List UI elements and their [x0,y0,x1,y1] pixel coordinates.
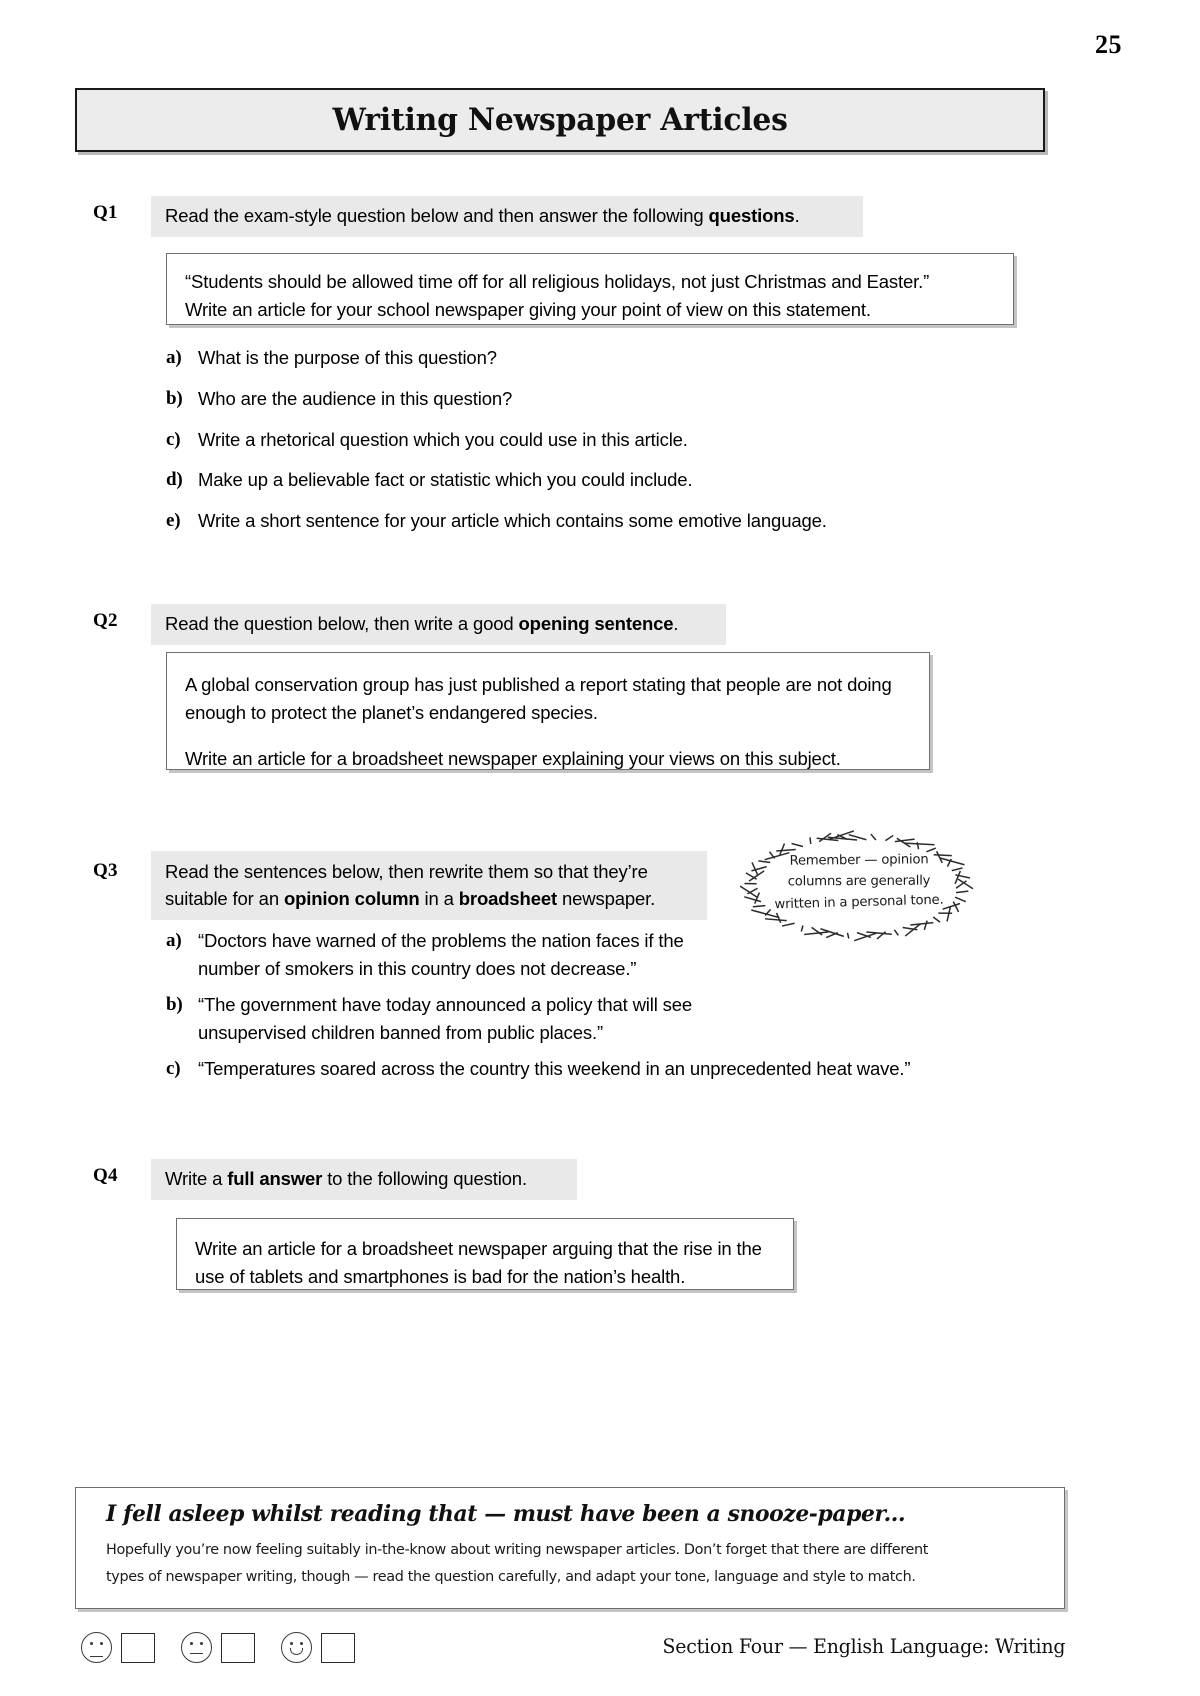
list-text: “Doctors have warned of the problems the nation faces if the number of smokers in this country does not decrease.” [198,930,684,979]
joke-body-line-2: types of newspaper writing, though — read the question carefully, and adapt your tone, language and style to match. [106,1568,916,1585]
list-marker: b) [166,994,183,1015]
section-label: Section Four — English Language: Writing [662,1635,1065,1658]
q2-source-para-1: A global conservation group has just published a report stating that people are not doing enough to protect the planet’s endangered species. [185,674,892,723]
list-marker: b) [166,388,183,409]
list-text: What is the purpose of this question? [198,347,497,368]
rating-checkbox-neutral[interactable] [221,1633,255,1663]
note-line-2: columns are generally [787,873,931,890]
summary-joke-box [75,1487,1065,1609]
question-number-q3: Q3 [93,860,118,881]
rating-happy [281,1632,355,1663]
joke-body-line-1: Hopefully you’re now feeling suitably in-the-know about writing newspaper articles. Don’t forget that there are different [106,1541,929,1558]
question-prompt-q4 [151,1159,577,1200]
rating-sad [81,1632,155,1663]
source-box-q4 [176,1218,794,1290]
question-prompt-q2 [151,604,726,645]
q2-prompt-bold: opening sentence [518,613,674,634]
joke-body [106,1536,1024,1590]
list-item [166,466,996,494]
question-number-q1: Q1 [93,202,118,223]
list-marker: d) [166,469,183,490]
list-item [166,344,996,372]
q3-prompt-pre: Read the sentences below, then rewrite them so that they’re suitable for an [165,861,648,909]
question-number-q2: Q2 [93,610,118,631]
confidence-rating-group [81,1632,355,1663]
list-marker: a) [166,930,182,951]
mouth [90,1651,103,1657]
eye-left [190,1642,193,1645]
joke-headline: I fell asleep whilst reading that — must have been a snooze-paper... [106,1501,906,1527]
list-text: “Temperatures soared across the country this weekend in an unprecedented heat wave.” [198,1058,911,1079]
list-marker: a) [166,347,182,368]
q4-prompt-bold: full answer [227,1168,323,1189]
page-footer [75,1632,1065,1678]
list-marker: c) [166,1058,181,1079]
list-item [166,1055,1016,1083]
q1-prompt-bold: questions [708,205,795,226]
question-number-q4: Q4 [93,1165,118,1186]
q3-prompt-bold-1: opinion column [283,888,420,909]
q3-prompt-post: newspaper. [557,888,656,909]
q2-prompt-pre: Read the question below, then write a good [165,613,519,634]
source-box-q2 [166,652,930,770]
q1-source-line-2: Write an article for your school newspaper giving your point of view on this statement. [185,299,871,320]
q4-source-text: Write an article for a broadsheet newspaper arguing that the rise in the use of tablets and smartphones is bad for the nation’s health. [195,1238,762,1287]
sad-face-icon [81,1632,112,1663]
note-line-3: written in a personal tone. [774,892,944,913]
eye-left [90,1642,93,1645]
eye-left [290,1642,293,1645]
note-line-1: Remember — opinion [789,852,929,869]
list-marker: e) [166,510,181,531]
q3-prompt-bold-2: broadsheet [458,888,557,909]
q4-prompt-pre: Write a [165,1168,228,1189]
page-title: Writing Newspaper Articles [332,102,788,138]
list-item [166,426,996,454]
list-marker: c) [166,429,181,450]
list-item [166,927,726,983]
list-text: Who are the audience in this question? [198,388,513,409]
mouth [290,1648,303,1655]
neutral-face-icon [181,1632,212,1663]
mouth [190,1653,203,1654]
eye-right [300,1642,303,1645]
page-number: 25 [1095,30,1122,59]
eye-right [100,1642,103,1645]
list-item [166,507,996,535]
happy-face-icon [281,1632,312,1663]
q2-source-para-2: Write an article for a broadsheet newspaper explaining your views on this subject. [185,748,841,769]
page-title-bar [75,88,1045,152]
rating-checkbox-happy[interactable] [321,1633,355,1663]
list-text: Make up a believable fact or statistic which you could include. [198,469,693,490]
rating-neutral [181,1632,255,1663]
remember-note-text [770,850,948,913]
list-text: Write a short sentence for your article which contains some emotive language. [198,510,827,531]
q1-prompt-pre: Read the exam-style question below and then answer the following [165,205,709,226]
question-prompt-q1 [151,196,863,237]
list-text: “The government have today announced a policy that will see unsupervised children banned from public places.” [198,994,693,1043]
remember-note [748,832,966,940]
q1-prompt-post: . [794,205,800,226]
rating-checkbox-sad[interactable] [121,1633,155,1663]
eye-right [200,1642,203,1645]
q1-source-line-1: “Students should be allowed time off for all religious holidays, not just Christmas and Easter.” [185,271,930,292]
q4-prompt-post: to the following question. [322,1168,527,1189]
list-item [166,991,716,1047]
source-box-q1 [166,253,1014,325]
q3-prompt-mid: in a [419,888,459,909]
list-item [166,385,996,413]
question-prompt-q3 [151,851,707,920]
list-text: Write a rhetorical question which you could use in this article. [198,429,688,450]
q2-prompt-post: . [673,613,679,634]
